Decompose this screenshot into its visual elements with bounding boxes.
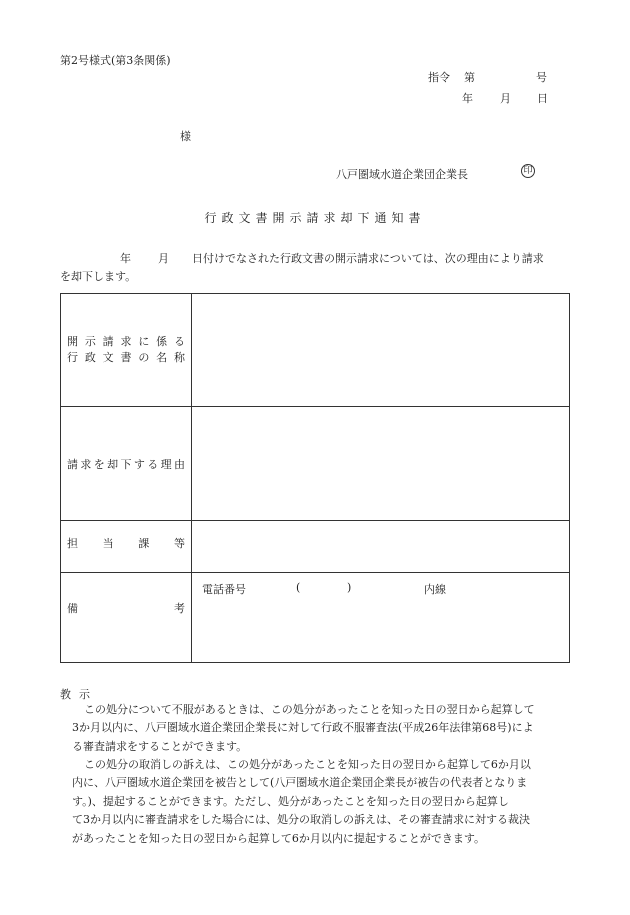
- request-form-table: [60, 293, 570, 663]
- table-row-remarks: [61, 573, 570, 663]
- teaching-heading: 教示: [60, 688, 98, 701]
- table-row-reason: [61, 407, 570, 521]
- teaching-p2-line-5: があったことを知った日の翌日から起算して6か月以内に提起することができます。: [72, 831, 486, 845]
- teaching-p1-line-1: この処分について不服があるときは、この処分があったことを知った日の翌日から起算して: [84, 703, 535, 716]
- intro-line-1-rest: 日付けでなされた行政文書の開示請求については、次の理由により請求: [192, 252, 544, 265]
- teaching-paragraph-1: [72, 701, 576, 756]
- document-number-line: [428, 69, 548, 85]
- phone-extension-label: 内線: [424, 582, 446, 596]
- date-day: 日: [537, 92, 548, 105]
- label-document-name: [61, 294, 192, 407]
- label-department-text: 担 当 課 等: [67, 536, 185, 550]
- intro-line-2: を却下します。: [60, 270, 137, 283]
- intro-year: 年: [120, 252, 131, 265]
- issuer-name: 八戸圏域水道企業団企業長: [336, 168, 468, 181]
- value-department[interactable]: [192, 521, 570, 596]
- phone-paren-open: (: [296, 580, 301, 594]
- seal-mark: 印: [521, 164, 535, 178]
- value-reason[interactable]: [192, 407, 570, 521]
- label-reason: [61, 407, 192, 521]
- document-number-mid: 第: [464, 71, 475, 84]
- value-remarks[interactable]: [192, 573, 570, 663]
- value-document-name[interactable]: [192, 294, 570, 407]
- label-document-name-line-1: 開 示 請 求 に 係 る: [67, 335, 185, 348]
- label-department: [61, 521, 192, 573]
- intro-text: [60, 250, 574, 286]
- label-reason-text: 請 求 を 却 下 す る 理 由: [67, 457, 185, 471]
- teaching-p1-line-3: る審査請求をすることができます。: [72, 739, 248, 753]
- document-title: 行政文書開示請求却下通知書: [204, 211, 426, 225]
- form-number: 第2号様式(第3条関係): [60, 54, 171, 67]
- document-number-prefix: 指令: [428, 71, 450, 84]
- teaching-p2-line-1: この処分の取消しの訴えは、この処分があったことを知った日の翌日から起算して6か月以: [84, 758, 531, 771]
- teaching-p2-line-4: て3か月以内に審査請求をした場合には、処分の取消しの訴えは、その審査請求に対する裁決: [72, 813, 530, 827]
- label-document-name-line-2: 行 政 文 書 の 名 称: [67, 351, 185, 364]
- table-row-document-name: [61, 294, 570, 407]
- date-year: 年: [462, 92, 473, 105]
- intro-month: 月: [158, 252, 169, 265]
- teaching-p2-line-2: 内に、八戸圏域水道企業団を被告として(八戸圏域水道企業団企業長が被告の代表者となりま: [72, 776, 528, 790]
- label-remarks-text: 備 考: [67, 601, 185, 615]
- phone-paren-close: ): [347, 580, 352, 594]
- teaching-p2-line-3: す。)、提起することができます。ただし、処分があったことを知った日の翌日から起算し: [72, 794, 509, 808]
- recipient-honorific: 様: [180, 130, 191, 143]
- phone-number-label: 電話番号: [202, 582, 246, 596]
- teaching-paragraph-2: [72, 756, 576, 848]
- label-remarks: [61, 573, 192, 663]
- document-date-line: [462, 90, 552, 106]
- document-number-suffix: 号: [536, 71, 547, 84]
- teaching-p1-line-2: 3か月以内に、八戸圏域水道企業団企業長に対して行政不服審査法(平成26年法律第68号)によ: [72, 721, 534, 735]
- intro-line-1: [60, 250, 574, 268]
- date-month: 月: [500, 92, 511, 105]
- table-row-department: [61, 521, 570, 573]
